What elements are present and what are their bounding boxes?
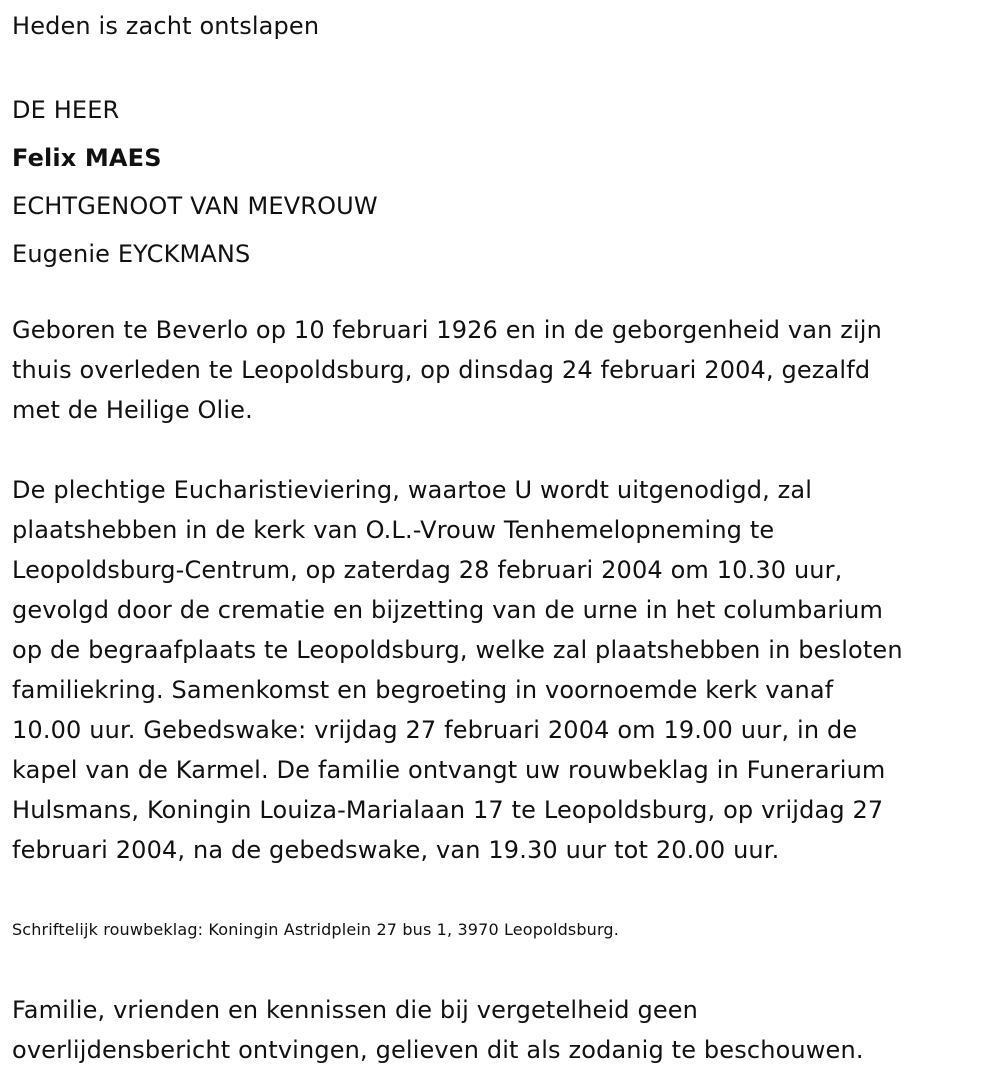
written-condolences-paragraph [12, 910, 1000, 950]
deceased-title: DE HEER [12, 96, 120, 124]
intro-text: Heden is zacht ontslapen [12, 12, 320, 40]
paragraph-line: gevolgd door de crematie en bijzetting van de urne in het columbarium [12, 596, 884, 624]
family-note-paragraph [12, 990, 988, 1070]
paragraph-line: De plechtige Eucharistieviering, waartoe U wordt uitgenodigd, zal [12, 476, 813, 504]
paragraph-line: op de begraafplaats te Leopoldsburg, welke zal plaatshebben in besloten [12, 636, 903, 664]
deceased-relation: ECHTGENOOT VAN MEVROUW [12, 192, 378, 220]
paragraph-line: met de Heilige Olie. [12, 396, 253, 424]
paragraph-line: 10.00 uur. Gebedswake: vrijdag 27 februari 2004 om 19.00 uur, in de [12, 716, 858, 744]
service-paragraph [12, 470, 988, 870]
paragraph-line: plaatshebben in de kerk van O.L.-Vrouw Tenhemelopneming te [12, 516, 775, 544]
deceased-header [12, 86, 378, 278]
paragraph-line: Geboren te Beverlo op 10 februari 1926 en in de geborgenheid van zijn [12, 316, 882, 344]
written-condolences-text: Schriftelijk rouwbeklag: Koningin Astridplein 27 bus 1, 3970 Leopoldsburg. [12, 920, 619, 939]
paragraph-line: Hulsmans, Koningin Louiza-Marialaan 17 te Leopoldsburg, op vrijdag 27 [12, 796, 884, 824]
birth-death-paragraph [12, 310, 988, 430]
paragraph-line: kapel van de Karmel. De familie ontvangt uw rouwbeklag in Funerarium [12, 756, 886, 784]
spouse-name: Eugenie EYCKMANS [12, 240, 251, 268]
intro-section [12, 6, 319, 46]
deceased-name: Felix MAES [12, 144, 162, 172]
paragraph-line: Leopoldsburg-Centrum, op zaterdag 28 februari 2004 om 10.30 uur, [12, 556, 843, 584]
paragraph-line: thuis overleden te Leopoldsburg, op dinsdag 24 februari 2004, gezalfd [12, 356, 871, 384]
paragraph-line: overlijdensbericht ontvingen, gelieven dit als zodanig te beschouwen. [12, 1036, 864, 1064]
paragraph-line: februari 2004, na de gebedswake, van 19.30 uur tot 20.00 uur. [12, 836, 780, 864]
paragraph-line: familiekring. Samenkomst en begroeting in voornoemde kerk vanaf [12, 676, 834, 704]
paragraph-line: Familie, vrienden en kennissen die bij vergetelheid geen [12, 996, 699, 1024]
